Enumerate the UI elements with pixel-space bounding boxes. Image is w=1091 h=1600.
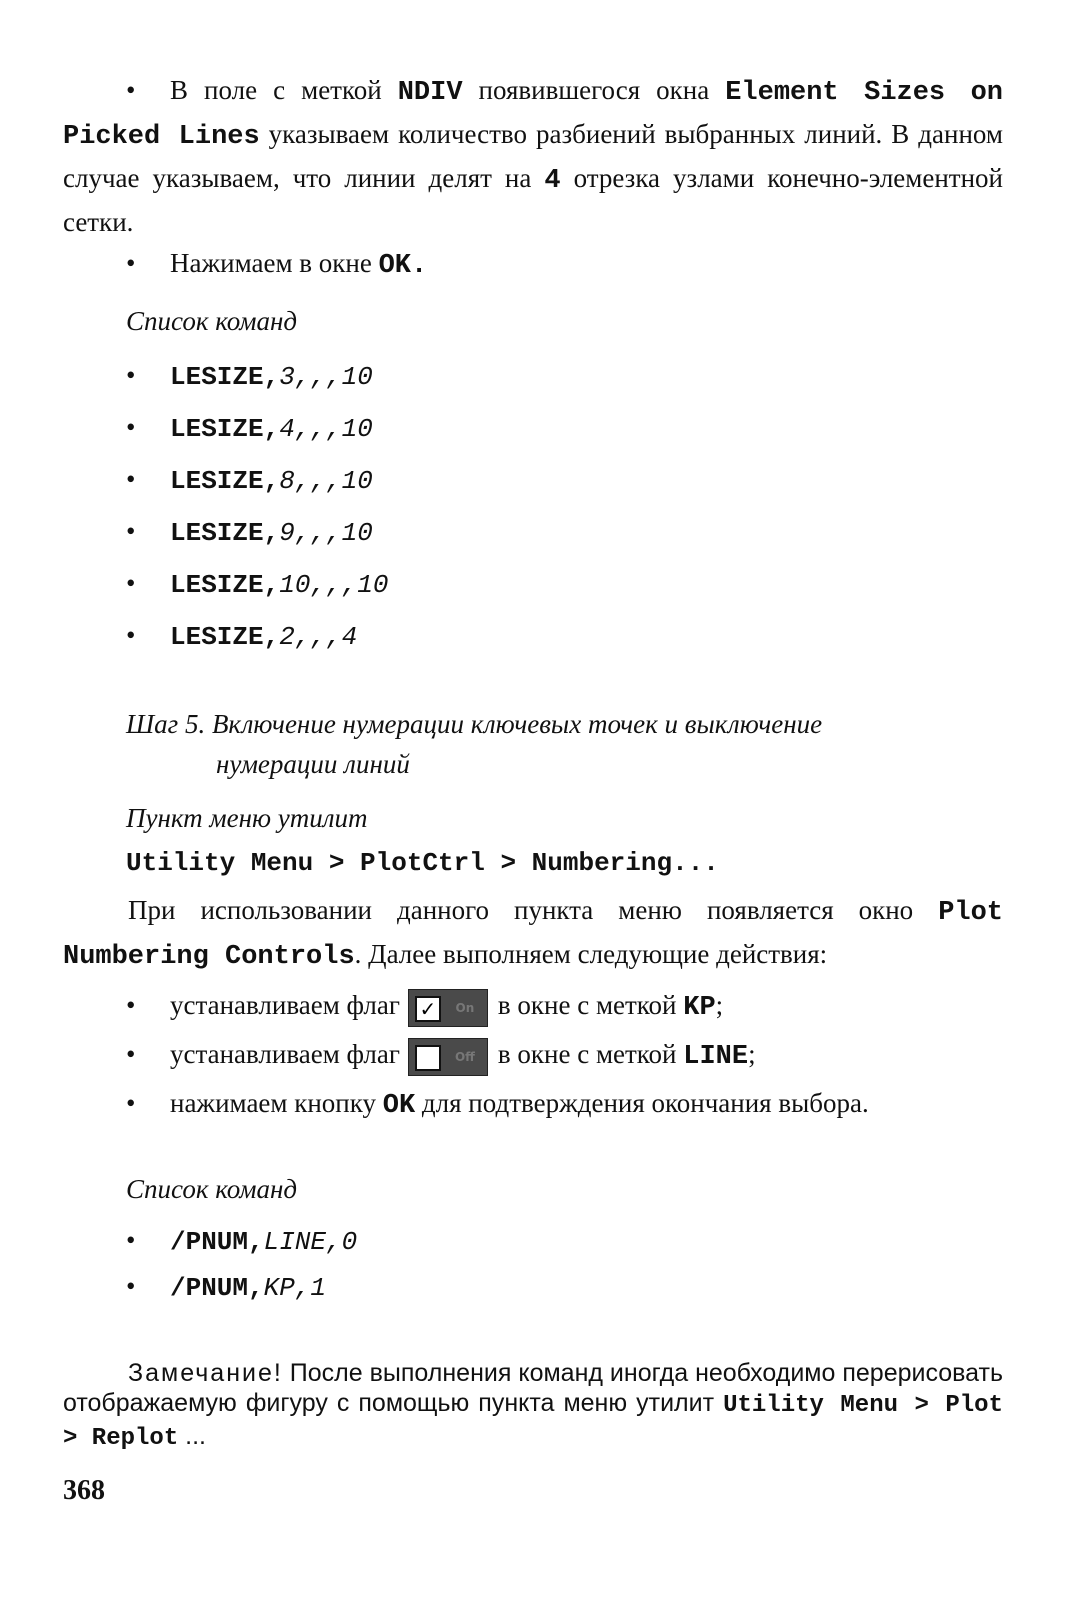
list-item: • LESIZE,10,,,10 — [63, 558, 1003, 610]
list-item: • /PNUM,LINE,0 — [63, 1218, 1003, 1264]
inline-code: KP — [683, 993, 716, 1023]
list-item: • В поле с меткой NDIV появившегося окна Element Sizes on Picked Lines указываем количество разбиений выбранных линий. В данном случае указываем, что линии делят на 4 отрезка узлами конечно-элементной сетки. — [63, 70, 1003, 243]
bullet-icon: • — [126, 1225, 136, 1255]
list-item: • LESIZE,3,,,10 — [63, 350, 1003, 402]
checkbox-unchecked-icon — [415, 1045, 441, 1071]
list-item: • нажимаем кнопку OK для подтверждения окончания выбора. — [63, 1080, 1003, 1129]
bullet-icon: • — [126, 75, 136, 105]
bullet-icon: • — [126, 1271, 136, 1301]
section-title: Список команд — [126, 306, 298, 336]
note-label: Замечание! — [128, 1359, 283, 1387]
inline-number: 4 — [544, 166, 561, 196]
menu-path: Utility Menu > Plot > Replot — [63, 1392, 1003, 1452]
list-item: • Нажимаем в окне OK. — [63, 243, 1003, 287]
step-heading: Шаг 5. Включение нумерации ключевых точек и выключение нумерации линий — [126, 709, 823, 779]
bullet-icon: • — [126, 620, 136, 650]
inline-code: OK — [382, 1091, 416, 1121]
bullet-icon: • — [126, 1088, 136, 1118]
bullet-icon: • — [126, 464, 136, 494]
command-list — [63, 1218, 1003, 1310]
note-paragraph: Замечание! После выполнения команд иногда необходимо перерисовать отображаемую фигуру с помощью пункта меню утилит Utility Menu > Plot > Replot ... — [63, 1359, 1003, 1452]
bullet-icon: • — [126, 360, 136, 390]
bullet-icon: • — [126, 990, 136, 1020]
paragraph: При использовании данного пункта меню появляется окно Plot Numbering Controls. Далее выполняем следующие действия: — [63, 895, 1003, 972]
bullet-icon: • — [126, 568, 136, 598]
checkbox-on-image: ✓ On — [408, 989, 488, 1027]
window-name: Element Sizes on Picked Lines — [63, 78, 1004, 152]
checkbox-off-image: Off — [408, 1038, 488, 1076]
list-item: • устанавливаем флаг ✓ On в окне с меткой KP; — [63, 982, 1003, 1031]
inline-code: NDIV — [397, 78, 463, 108]
list-item: • /PNUM,KP,1 — [63, 1264, 1003, 1310]
bullet-icon: • — [126, 248, 136, 278]
list-item: • LESIZE,8,,,10 — [63, 454, 1003, 506]
checkbox-checked-icon: ✓ — [415, 996, 441, 1022]
menu-path: Utility Menu > PlotCtrl > Numbering... — [126, 848, 719, 878]
bullet-icon: • — [126, 412, 136, 442]
inline-code: LINE — [683, 1042, 749, 1072]
command-list — [63, 350, 1003, 662]
window-name: Plot Numbering Controls — [63, 898, 1003, 972]
list-item: • устанавливаем флаг Off в окне с меткой LINE; — [63, 1031, 1003, 1080]
page-content — [63, 70, 1003, 1454]
section-title: Список команд — [126, 1174, 298, 1204]
bullet-icon: • — [126, 1039, 136, 1069]
list-item: • LESIZE,4,,,10 — [63, 402, 1003, 454]
menu-label: Пункт меню утилит — [126, 803, 368, 833]
inline-code: OK. — [378, 251, 428, 281]
bullet-icon: • — [126, 516, 136, 546]
page-number: 368 — [63, 1475, 105, 1506]
list-item: • LESIZE,9,,,10 — [63, 506, 1003, 558]
list-item: • LESIZE,2,,,4 — [63, 610, 1003, 662]
